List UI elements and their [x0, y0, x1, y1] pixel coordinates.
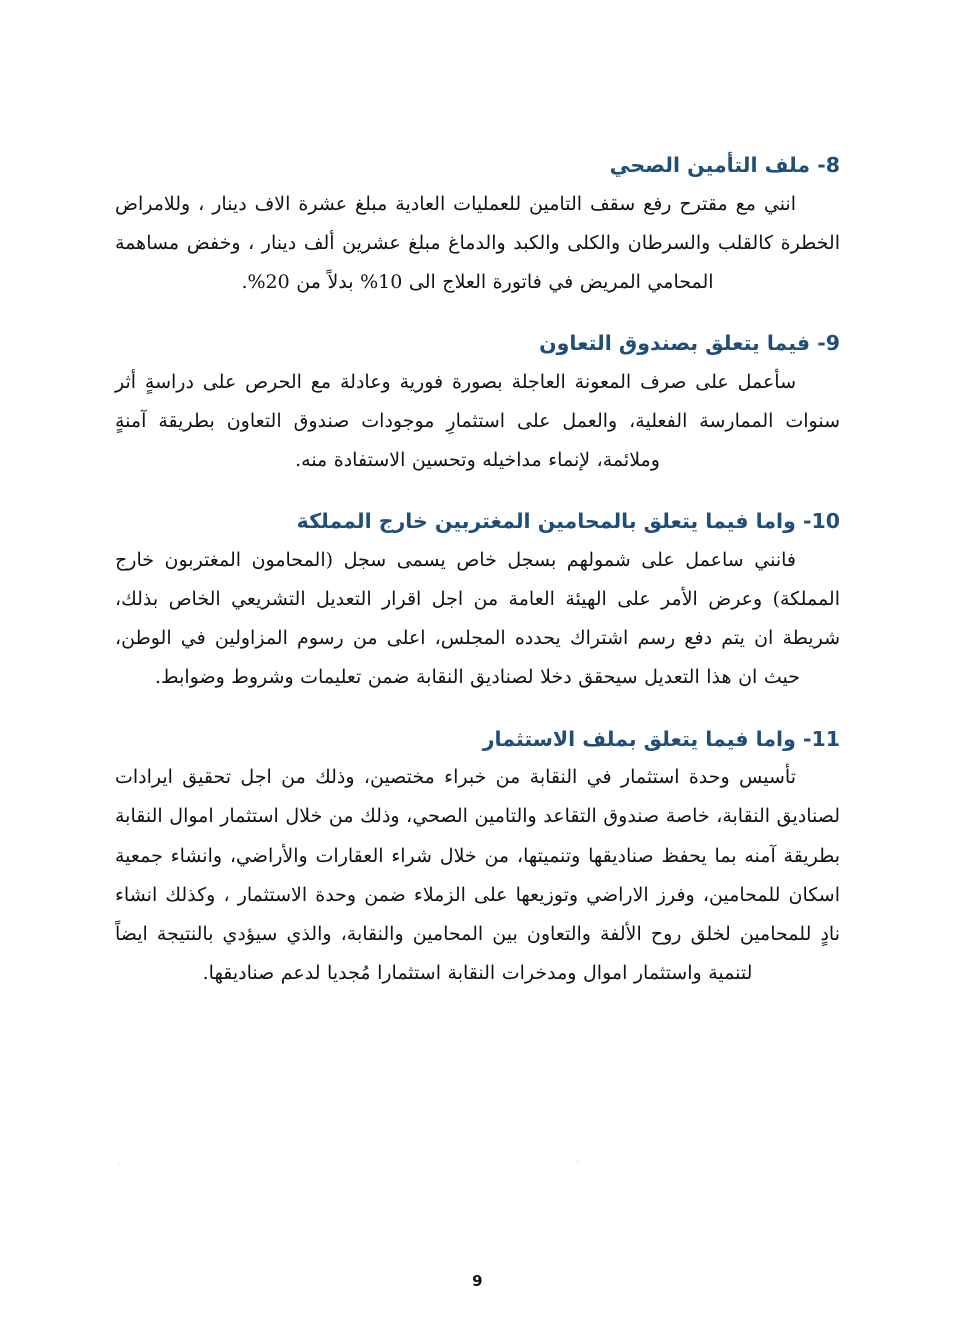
section-investment-file: [115, 724, 840, 994]
section-body-expatriate-lawyers: فانني ساعمل على شمولهم بسجل خاص يسمى سجل (المحامون المغتربون خارج المملكة) وعرض الأمر على الهيئة العامة من اجل اقرار التعديل التشريعي الخاص بذلك، شريطة ان يتم دفع رسم اشتراك يحدده المجلس، اعلى من رسوم المزاولين في الوطن، حيث ان هذا التعديل سيحقق دخلا لصناديق النقابة ضمن تعليمات وشروط وضوابط.: [115, 549, 840, 689]
section-body-health-insurance: انني مع مقترح رفع سقف التامين للعمليات العادية مبلغ عشرة الاف دينار ، وللامراض الخطرة كالقلب والسرطان والكلى والكبد والدماغ مبلغ عشرين ألف دينار ، وخفض مساهمة المحامي المريض في فاتورة العلاج الى 10% بدلاً من 20%.: [115, 192, 840, 293]
section-health-insurance: [115, 150, 840, 302]
section-body-cooperation-fund: سأعمل على صرف المعونة العاجلة بصورة فورية وعادلة مع الحرص على دراسةٍ أثر سنوات الممارسة الفعلية، والعمل على استثمارِ موجودات صندوق التعاون بطريقة آمنةٍ وملائمة، لإنماء مداخيله وتحسين الاستفادة منه.: [115, 370, 840, 472]
section-expatriate-lawyers: [115, 506, 840, 697]
section-cooperation-fund: [115, 328, 840, 480]
section-heading-cooperation-fund: 9- فيما يتعلق بصندوق التعاون: [539, 331, 840, 356]
page-number: 9: [472, 1272, 483, 1290]
scan-artifact-left: ʻ: [117, 1159, 123, 1174]
section-heading-expatriate-lawyers: 10- واما فيما يتعلق بالمحامين المغتربين خارج المملكة: [296, 509, 840, 534]
page-content: [115, 150, 840, 997]
section-heading-health-insurance: 8- ملف التأمين الصحي: [609, 153, 840, 177]
section-heading-investment-file: 11- واما فيما يتعلق بملف الاستثمار: [482, 726, 840, 751]
section-body-investment-file: تأسيس وحدة استثمار في النقابة من خبراء مختصين، وذلك من اجل تحقيق ايرادات لصناديق النقابة، خاصة صندوق التقاعد والتامين الصحي، وذلك من خلال استثمار اموال النقابة بطريقة آمنه بما يحفظ صناديقها وتنميتها، من خلال شراء العقارات والأراضي، وانشاء جمعية اسكان للمحامين، وفرز الاراضي وتوزيعها على الزملاء ضمن وحدة الاستثمار ، وكذلك انشاء نادٍ للمحامين لخلق روح الألفة والتعاون بين المحامين والنقابة، والذي سيؤدي بالنتيجة ايضاً لتنمية واستثمار اموال ومدخرات النقابة استثمارا مُجديا لدعم صناديقها.: [115, 766, 840, 984]
scan-artifact-right: ʼ: [574, 1157, 580, 1172]
